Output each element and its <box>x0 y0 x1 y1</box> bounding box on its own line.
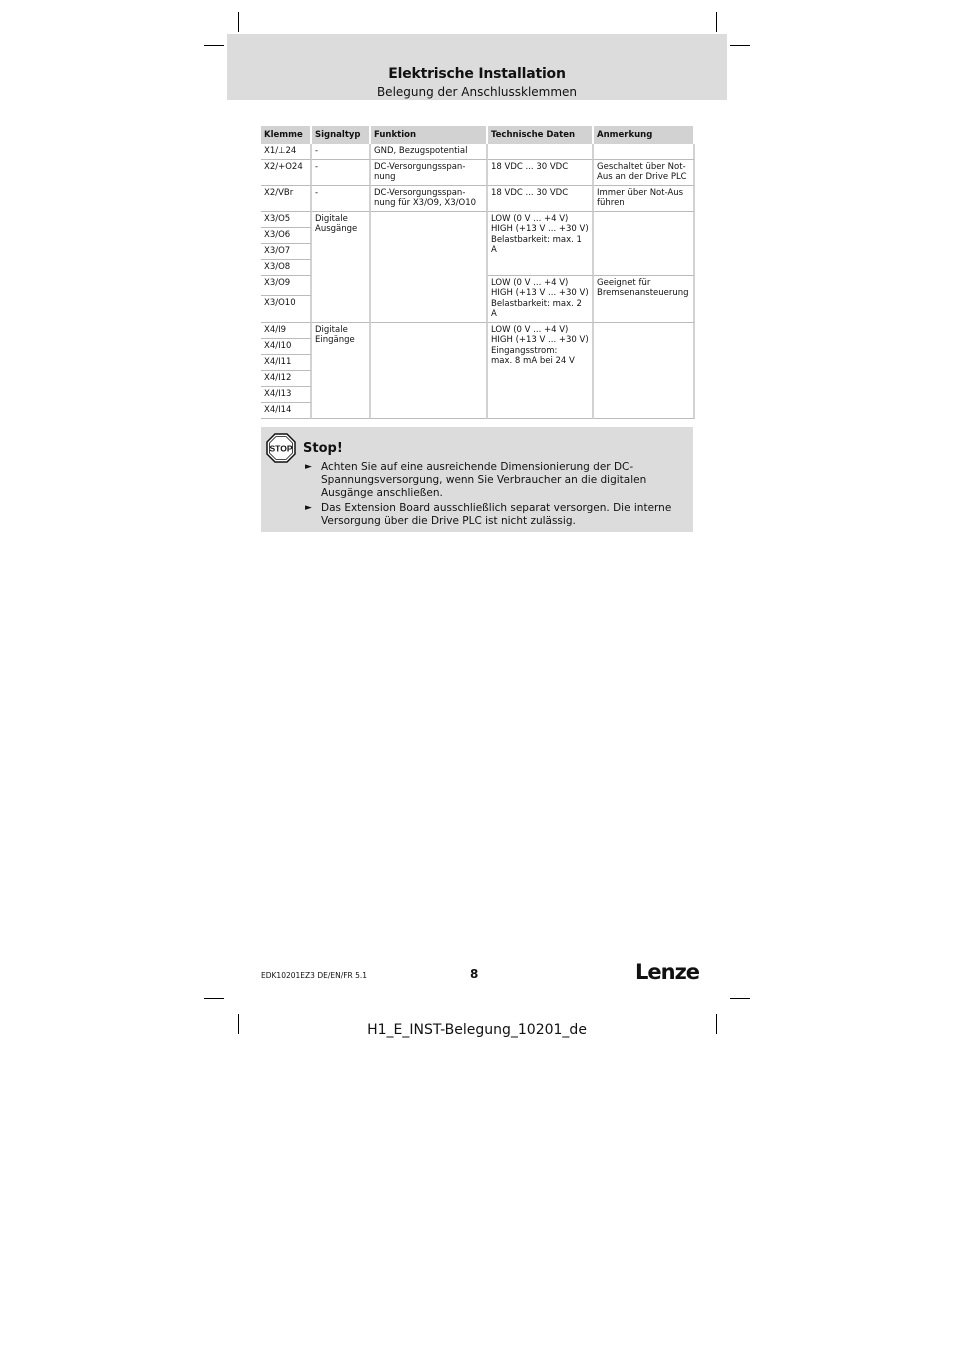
cell-daten <box>488 144 594 160</box>
note-title: Stop! <box>303 441 343 456</box>
cell-klemme: X3/O7 <box>261 244 312 260</box>
crop-mark <box>730 45 750 46</box>
cell-klemme: X2/+O24 <box>261 160 312 186</box>
cell-signaltyp-outputs: Digitale Ausgänge <box>312 212 371 323</box>
table-row <box>261 186 695 212</box>
table-row <box>261 323 695 339</box>
cell-anmerkung <box>594 144 695 160</box>
cell-daten: 18 VDC ... 30 VDC <box>488 160 594 186</box>
col-header-signaltyp: Signaltyp <box>312 126 371 144</box>
cell-signaltyp-inputs: Digitale Eingänge <box>312 323 371 419</box>
note-item-text: Achten Sie auf eine ausreichende Dimensionierung der DC-Spannungsversorgung, wenn Sie Verbraucher an die digitalen Ausgänge anschließen. <box>321 461 647 499</box>
cell-anmerkung-inputs <box>594 323 695 419</box>
crop-mark <box>730 998 750 999</box>
crop-mark <box>204 45 224 46</box>
crop-mark <box>716 12 717 32</box>
cell-klemme: X3/O8 <box>261 260 312 276</box>
cell-funktion-outputs <box>371 212 488 323</box>
cell-klemme: X3/O6 <box>261 228 312 244</box>
cell-funktion: GND, Bezugspotential <box>371 144 488 160</box>
bullet-triangle-icon: ► <box>305 503 312 513</box>
document-code: EDK10201EZ3 DE/EN/FR 5.1 <box>261 971 368 980</box>
cell-signaltyp: - <box>312 186 371 212</box>
cell-anmerkung: Immer über Not-Aus führen <box>594 186 695 212</box>
cell-daten-inputs: LOW (0 V ... +4 V) HIGH (+13 V ... +30 V) Eingangsstrom: max. 8 mA bei 24 V <box>488 323 594 419</box>
col-header-funktion: Funktion <box>371 126 488 144</box>
stop-note <box>261 427 693 532</box>
file-label: H1_E_INST-Belegung_10201_de <box>367 1022 587 1038</box>
table-row <box>261 160 695 186</box>
table-header-row <box>261 126 695 144</box>
cell-klemme: X3/O10 <box>261 296 312 323</box>
cell-klemme: X3/O9 <box>261 276 312 296</box>
page-title: Elektrische Installation <box>388 66 566 82</box>
crop-mark <box>204 998 224 999</box>
table-row <box>261 144 695 160</box>
cell-funktion: DC-Versorgungsspan- nung für X3/O9, X3/O10 <box>371 186 488 212</box>
cell-anmerkung: Geschaltet über Not- Aus an der Drive PLC <box>594 160 695 186</box>
col-header-anmerkung: Anmerkung <box>594 126 695 144</box>
page-number: 8 <box>470 967 479 981</box>
table-row <box>261 212 695 228</box>
note-list <box>305 461 685 530</box>
cell-klemme: X4/I10 <box>261 339 312 355</box>
col-header-technische-daten: Technische Daten <box>488 126 594 144</box>
list-item <box>305 502 685 528</box>
note-item-text: Das Extension Board ausschließlich separat versorgen. Die interne Versorgung über die Drive PLC ist nicht zulässig. <box>321 502 672 527</box>
cell-signaltyp: - <box>312 160 371 186</box>
cell-funktion-inputs <box>371 323 488 419</box>
cell-funktion: DC-Versorgungsspan- nung <box>371 160 488 186</box>
cell-klemme: X4/I11 <box>261 355 312 371</box>
stop-sign-icon <box>266 433 296 463</box>
bullet-triangle-icon: ► <box>305 462 312 472</box>
cell-klemme: X4/I14 <box>261 403 312 419</box>
col-header-klemme: Klemme <box>261 126 312 144</box>
stop-sign-label: STOP <box>269 443 293 454</box>
list-item <box>305 461 685 500</box>
page-header <box>227 34 727 100</box>
cell-signaltyp: - <box>312 144 371 160</box>
lenze-logo: Lenze <box>635 960 700 984</box>
cell-klemme: X4/I13 <box>261 387 312 403</box>
cell-klemme: X1/⊥24 <box>261 144 312 160</box>
cell-anmerkung-outputs-a <box>594 212 695 276</box>
cell-klemme: X3/O5 <box>261 212 312 228</box>
cell-klemme: X4/I9 <box>261 323 312 339</box>
cell-daten: 18 VDC ... 30 VDC <box>488 186 594 212</box>
cell-daten-outputs-a: LOW (0 V ... +4 V) HIGH (+13 V ... +30 V) Belastbarkeit: max. 1 A <box>488 212 594 276</box>
cell-klemme: X4/I12 <box>261 371 312 387</box>
crop-mark <box>238 12 239 32</box>
cell-klemme: X2/VBr <box>261 186 312 212</box>
page-subtitle: Belegung der Anschlussklemmen <box>376 85 578 99</box>
terminal-table <box>261 126 695 419</box>
cell-daten-outputs-b: LOW (0 V ... +4 V) HIGH (+13 V ... +30 V) Belastbarkeit: max. 2 A <box>488 276 594 323</box>
cell-anmerkung-outputs-b: Geeignet für Bremsenansteuerung <box>594 276 695 323</box>
